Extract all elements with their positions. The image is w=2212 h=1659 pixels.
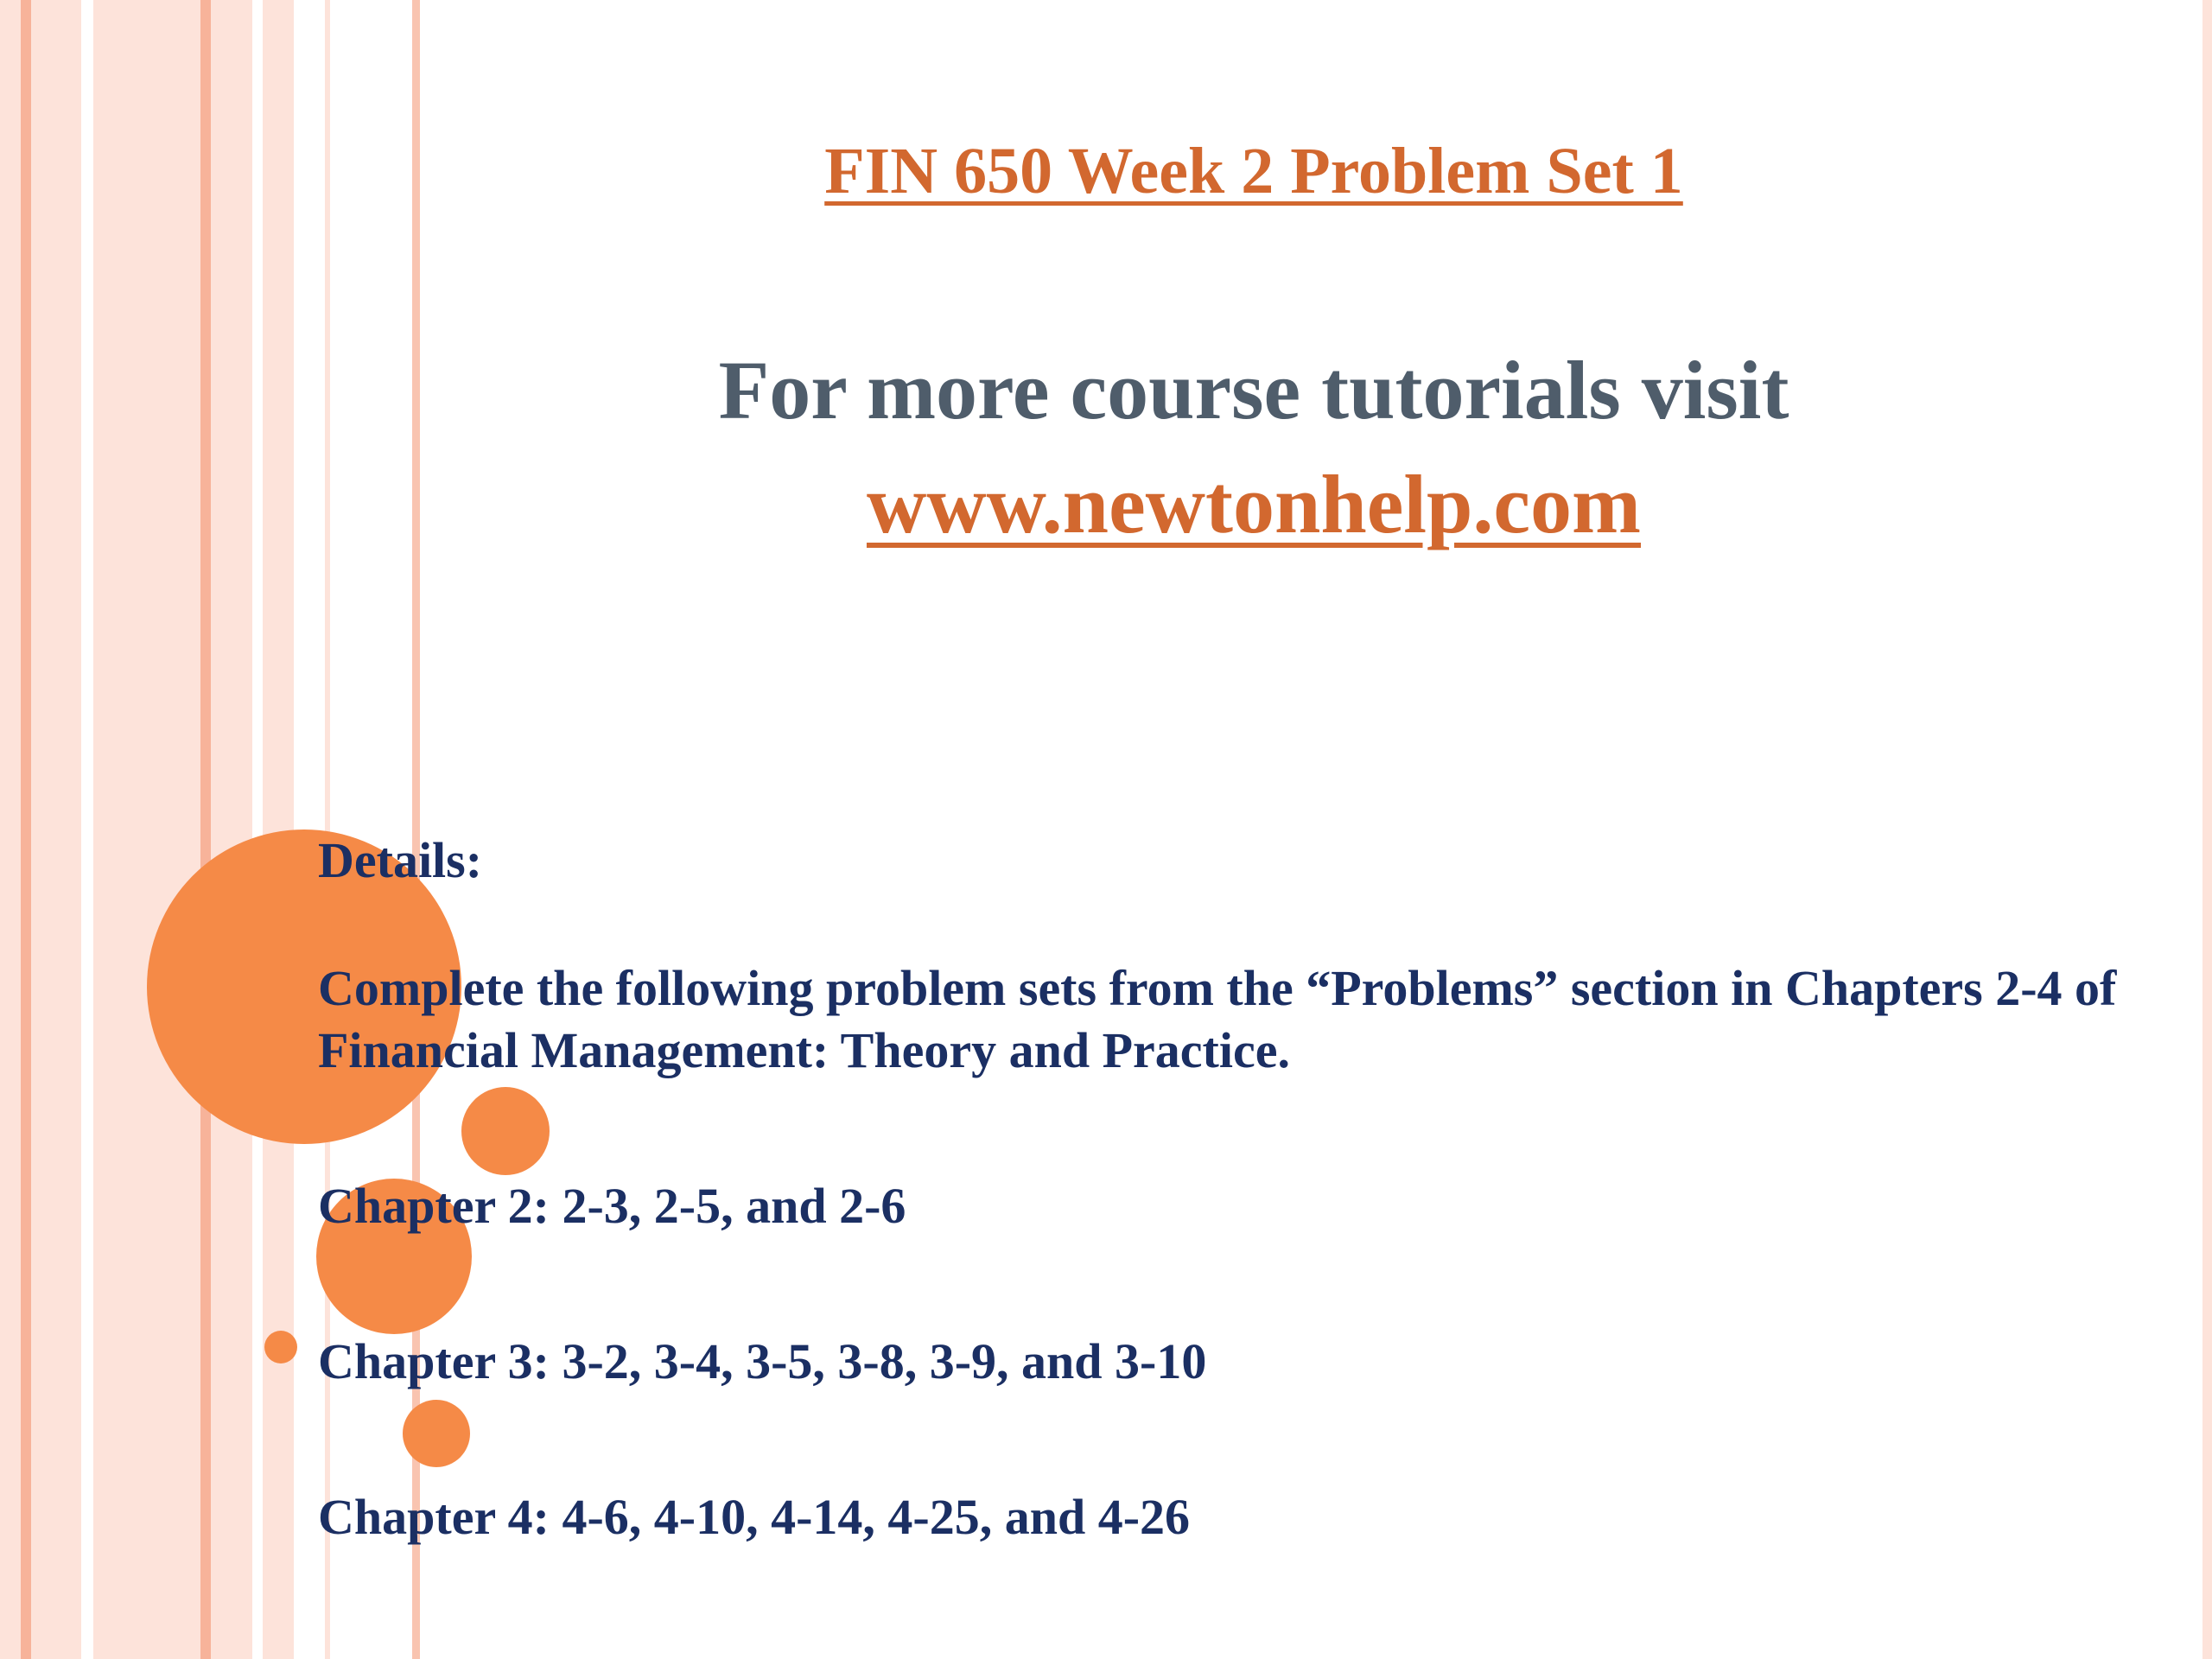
decorative-stripe xyxy=(0,0,21,1659)
chapter-3-problems: Chapter 3: 3-2, 3-4, 3-5, 3-8, 3-9, and 3-10 xyxy=(318,1333,1207,1389)
website-link[interactable]: www.newtonhelp.com xyxy=(866,458,1641,550)
details-label: Details: xyxy=(318,832,483,888)
chapter-4-problems: Chapter 4: 4-6, 4-10, 4-14, 4-25, and 4-26 xyxy=(318,1489,1191,1545)
subtitle-block xyxy=(420,334,2088,562)
slide-title: FIN 650 Week 2 Problem Set 1 xyxy=(824,135,1683,207)
chapter-2-problems: Chapter 2: 2-3, 2-5, and 2-6 xyxy=(318,1178,906,1234)
decorative-circle xyxy=(264,1331,297,1363)
decorative-stripe xyxy=(93,0,200,1659)
decorative-stripe xyxy=(252,0,263,1659)
decorative-stripe xyxy=(31,0,81,1659)
decorative-stripe xyxy=(81,0,93,1659)
decorative-stripe xyxy=(2202,0,2212,1659)
decorative-stripe xyxy=(21,0,31,1659)
decorative-circle xyxy=(461,1087,550,1175)
instructions-text: Complete the following problem sets from the “Problems” section in Chapters 2-4 of Financial Management: Theory and Practice. xyxy=(318,960,2117,1078)
subtitle-text: For more course tutorials visit xyxy=(718,344,1789,436)
decorative-circle xyxy=(403,1400,470,1467)
decorative-stripe xyxy=(211,0,252,1659)
decorative-stripe xyxy=(200,0,211,1659)
